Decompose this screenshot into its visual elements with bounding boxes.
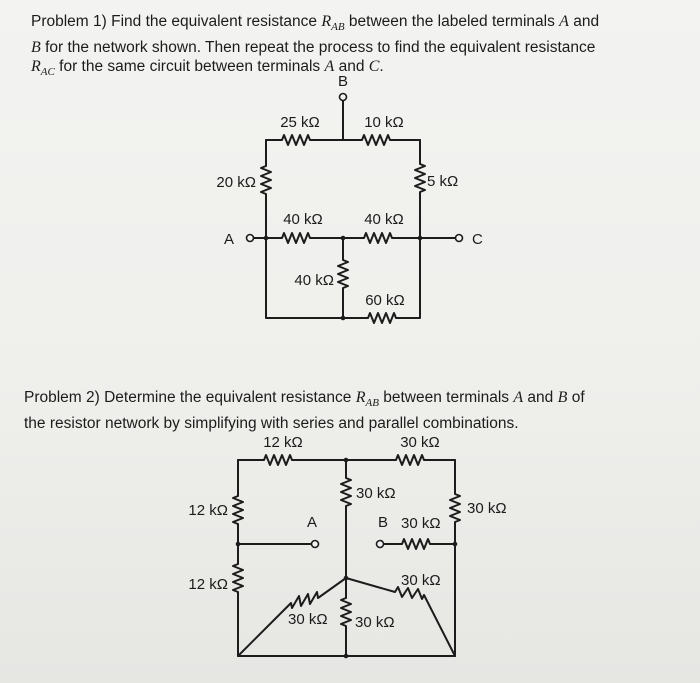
resistor-label: 60 kΩ [365,292,405,309]
terminal-b-label: B [337,73,349,90]
resistor-label: 5 kΩ [427,173,459,190]
math-symbol: $R_{AB}$ [355,389,379,410]
wire-center-lower [341,578,351,656]
resistor-label: 12 kΩ [188,502,228,519]
wire-center [341,460,351,578]
resistor-label: 30 kΩ [400,434,440,451]
math-symbol: A [559,13,569,30]
wire-right [450,460,460,656]
wire-bottom [343,238,420,323]
resistor-label: 12 kΩ [263,434,303,451]
resistor-label: 25 kΩ [280,114,320,131]
terminal-a-label: A [306,514,318,531]
math-symbol: A [513,389,524,406]
statement-text: and [334,58,369,76]
wire-inner [338,238,348,318]
terminal-a-node[interactable] [312,541,319,548]
resistor-label: 40 kΩ [364,211,404,228]
wire-middle [254,233,455,243]
statement-text: Problem 1) Find the equivalent resistance [31,13,322,30]
statement-text: . [379,58,384,76]
statement-text: for the same circuit between terminals [54,58,325,76]
terminal-b-label: B [378,514,389,531]
resistor-label: 30 kΩ [401,515,441,532]
resistor-label: 30 kΩ [355,614,395,631]
statement-text: for the network shown. Then repeat the process to find the equivalent resistance [40,38,596,56]
terminal-c-node[interactable] [456,235,463,242]
statement-text: Problem 2) Determine the equivalent resistance [24,389,356,406]
math-symbol: B [557,389,568,406]
statement-text: and [523,389,558,406]
statement-text: between the labeled terminals [344,13,560,30]
terminal-b-node[interactable] [377,541,384,548]
wire-b-branch [384,539,455,549]
resistor-label: 30 kΩ [467,500,507,517]
statement-text: between terminals [378,389,514,406]
statement-text: the resistor network by simplifying with series and parallel combinations. [24,414,519,432]
math-symbol: C [368,58,380,76]
circuit-1 [216,73,483,323]
resistor-label: 10 kΩ [364,114,404,131]
wire-right [415,140,425,238]
resistor-label: 12 kΩ [188,576,228,593]
wire-left [261,140,271,238]
resistor-label: 40 kΩ [283,211,323,228]
terminal-a-label: A [223,231,235,248]
math-symbol: $R_{AB}$ [321,13,345,34]
resistor-label: 40 kΩ [294,272,334,289]
math-symbol: B [31,38,41,56]
terminal-c-label: C [472,231,483,248]
resistor-label: 30 kΩ [356,485,396,502]
resistor-label: 20 kΩ [216,174,256,191]
circuit-2 [188,434,506,658]
terminal-b-node[interactable] [340,94,347,101]
math-symbol: A [324,58,335,76]
resistor-label: 30 kΩ [401,572,441,589]
terminal-a-node[interactable] [247,235,254,242]
statement-text: and [568,13,600,30]
resistor-label: 30 kΩ [288,611,328,628]
math-symbol: $R_{AC}$ [31,58,55,79]
statement-text: of [567,389,585,406]
